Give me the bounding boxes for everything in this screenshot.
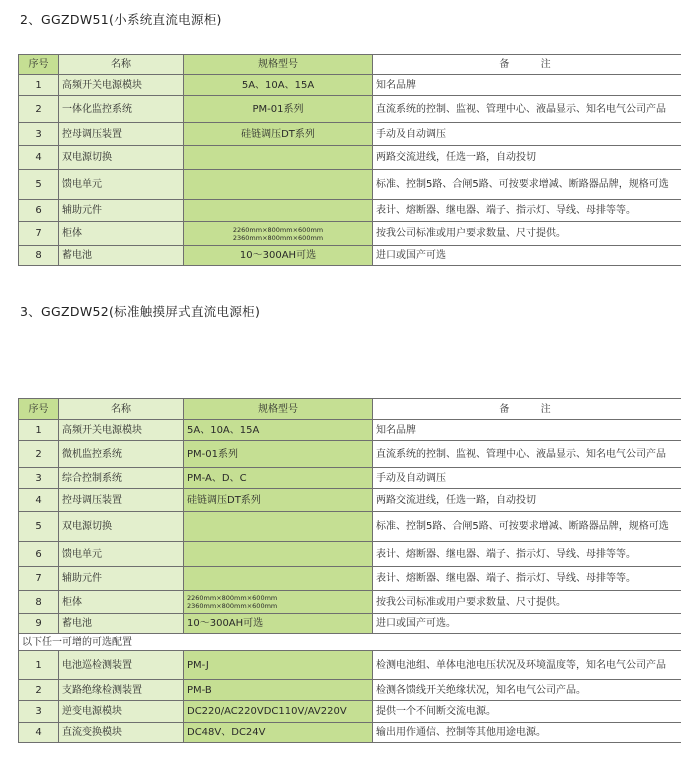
row-name: 电池巡检测装置 [59, 651, 184, 680]
row-name: 控母调压装置 [59, 489, 184, 512]
table-row [19, 542, 681, 567]
row-remark: 检测各馈线开关绝缘状况，知名电气公司产品。 [373, 680, 681, 701]
table-row [19, 489, 681, 512]
row-spec [184, 512, 373, 542]
table-row [19, 614, 681, 634]
header-remark: 备 注 [373, 399, 681, 420]
optional-heading: 以下任一可增的可选配置 [19, 634, 681, 651]
table-row [19, 701, 681, 723]
row-spec: PM-B [184, 680, 373, 701]
row-index: 1 [19, 75, 59, 96]
row-name: 辅助元件 [59, 200, 184, 222]
row-remark: 进口或国产可选 [373, 246, 681, 266]
row-index: 7 [19, 222, 59, 246]
cabinet-size-2: 2360mm×800mm×600mm [232, 233, 324, 242]
table-row [19, 567, 681, 591]
row-name: 一体化监控系统 [59, 96, 184, 123]
row-spec: 10～300AH可选 [184, 246, 373, 266]
spec-table-ggzdw52 [18, 398, 681, 743]
row-index: 5 [19, 512, 59, 542]
row-index: 9 [19, 614, 59, 634]
row-name: 直流变换模块 [59, 723, 184, 743]
row-remark: 手动及自动调压 [373, 468, 681, 489]
table-row [19, 468, 681, 489]
row-index: 1 [19, 651, 59, 680]
row-index: 4 [19, 146, 59, 170]
row-spec [184, 591, 373, 614]
row-name: 综合控制系统 [59, 468, 184, 489]
table-row [19, 200, 681, 222]
row-index: 2 [19, 96, 59, 123]
row-index: 5 [19, 170, 59, 200]
row-name: 辅助元件 [59, 567, 184, 591]
row-remark: 按我公司标准或用户要求数量、尺寸提供。 [373, 591, 681, 614]
row-spec [184, 170, 373, 200]
row-remark: 表计、熔断器、继电器、端子、指示灯、导线、母排等等。 [373, 567, 681, 591]
table-header-row [19, 399, 681, 420]
row-spec [184, 542, 373, 567]
section2-title: 3、GGZDW52(标准触摸屏式直流电源柜) [20, 304, 261, 319]
row-index: 3 [19, 123, 59, 146]
row-index: 6 [19, 542, 59, 567]
row-index: 8 [19, 246, 59, 266]
row-remark: 按我公司标准或用户要求数量、尺寸提供。 [373, 222, 681, 246]
header-spec: 规格型号 [184, 55, 373, 75]
table-row [19, 96, 681, 123]
row-name: 高频开关电源模块 [59, 75, 184, 96]
row-index: 7 [19, 567, 59, 591]
table-row [19, 441, 681, 468]
cabinet-size-2: 2360mm×800mm×600mm [187, 602, 278, 610]
row-remark: 表计、熔断器、继电器、端子、指示灯、导线、母排等等。 [373, 200, 681, 222]
row-name: 双电源切换 [59, 146, 184, 170]
row-spec [184, 146, 373, 170]
header-name: 名称 [59, 399, 184, 420]
row-spec: 5A、10A、15A [184, 420, 373, 441]
header-spec: 规格型号 [184, 399, 373, 420]
row-index: 2 [19, 441, 59, 468]
row-remark: 知名品牌 [373, 75, 681, 96]
row-index: 4 [19, 489, 59, 512]
row-name: 蓄电池 [59, 614, 184, 634]
header-index: 序号 [19, 55, 59, 75]
header-remark: 备 注 [373, 55, 681, 75]
table-row [19, 75, 681, 96]
table-row [19, 420, 681, 441]
row-spec [184, 567, 373, 591]
row-index: 1 [19, 420, 59, 441]
row-name: 支路绝缘检测装置 [59, 680, 184, 701]
row-name: 蓄电池 [59, 246, 184, 266]
row-spec: 5A、10A、15A [184, 75, 373, 96]
row-spec: DC48V、DC24V [184, 723, 373, 743]
row-remark: 进口或国产可选。 [373, 614, 681, 634]
row-name: 微机监控系统 [59, 441, 184, 468]
table-row [19, 723, 681, 743]
row-index: 8 [19, 591, 59, 614]
row-spec: DC220/AC220VDC110V/AV220V [184, 701, 373, 723]
table-row [19, 512, 681, 542]
row-name: 逆变电源模块 [59, 701, 184, 723]
row-remark: 直流系统的控制、监视、管理中心、液晶显示、知名电气公司产品 [373, 96, 681, 123]
table-header-row [19, 55, 681, 75]
row-remark: 知名品牌 [373, 420, 681, 441]
row-spec: 硅链调压DT系列 [184, 489, 373, 512]
table-row [19, 651, 681, 680]
row-spec [184, 200, 373, 222]
row-index: 4 [19, 723, 59, 743]
table-row [19, 170, 681, 200]
row-index: 3 [19, 701, 59, 723]
row-spec: PM-A、D、C [184, 468, 373, 489]
table-row [19, 222, 681, 246]
row-remark: 提供一个不间断交流电源。 [373, 701, 681, 723]
row-spec: 硅链调压DT系列 [184, 123, 373, 146]
row-remark: 手动及自动调压 [373, 123, 681, 146]
row-name: 柜体 [59, 222, 184, 246]
row-remark: 直流系统的控制、监视、管理中心、液晶显示、知名电气公司产品 [373, 441, 681, 468]
row-name: 馈电单元 [59, 542, 184, 567]
section1-title: 2、GGZDW51(小系统直流电源柜) [20, 12, 222, 27]
row-remark: 两路交流进线，任选一路，自动投切 [373, 489, 681, 512]
optional-heading-row [19, 634, 681, 651]
table-row [19, 680, 681, 701]
row-index: 3 [19, 468, 59, 489]
row-name: 控母调压装置 [59, 123, 184, 146]
row-spec: PM-01系列 [184, 96, 373, 123]
table-row [19, 146, 681, 170]
row-name: 馈电单元 [59, 170, 184, 200]
row-remark: 两路交流进线，任选一路，自动投切 [373, 146, 681, 170]
row-remark: 标准、控制5路、合闸5路、可按要求增减、断路器品牌，规格可选 [373, 512, 681, 542]
row-name: 高频开关电源模块 [59, 420, 184, 441]
row-remark: 表计、熔断器、继电器、端子、指示灯、导线、母排等等。 [373, 542, 681, 567]
row-name: 双电源切换 [59, 512, 184, 542]
table-row [19, 591, 681, 614]
row-remark: 检测电池组、单体电池电压状况及环境温度等，知名电气公司产品 [373, 651, 681, 680]
row-name: 柜体 [59, 591, 184, 614]
row-spec: PM-J [184, 651, 373, 680]
table-row [19, 123, 681, 146]
spec-table-ggzdw51 [18, 54, 681, 266]
cabinet-size-1: 2260mm×800mm×600mm [187, 594, 278, 602]
row-remark: 输出用作通信、控制等其他用途电源。 [373, 723, 681, 743]
header-index: 序号 [19, 399, 59, 420]
row-spec: PM-01系列 [184, 441, 373, 468]
row-index: 6 [19, 200, 59, 222]
row-spec: 10～300AH可选 [184, 614, 373, 634]
header-name: 名称 [59, 55, 184, 75]
row-remark: 标准、控制5路、合闸5路、可按要求增减、断路器品牌，规格可选 [373, 170, 681, 200]
table-row [19, 246, 681, 266]
row-index: 2 [19, 680, 59, 701]
cabinet-size-1: 2260mm×800mm×600mm [232, 225, 324, 234]
row-spec [184, 222, 373, 246]
